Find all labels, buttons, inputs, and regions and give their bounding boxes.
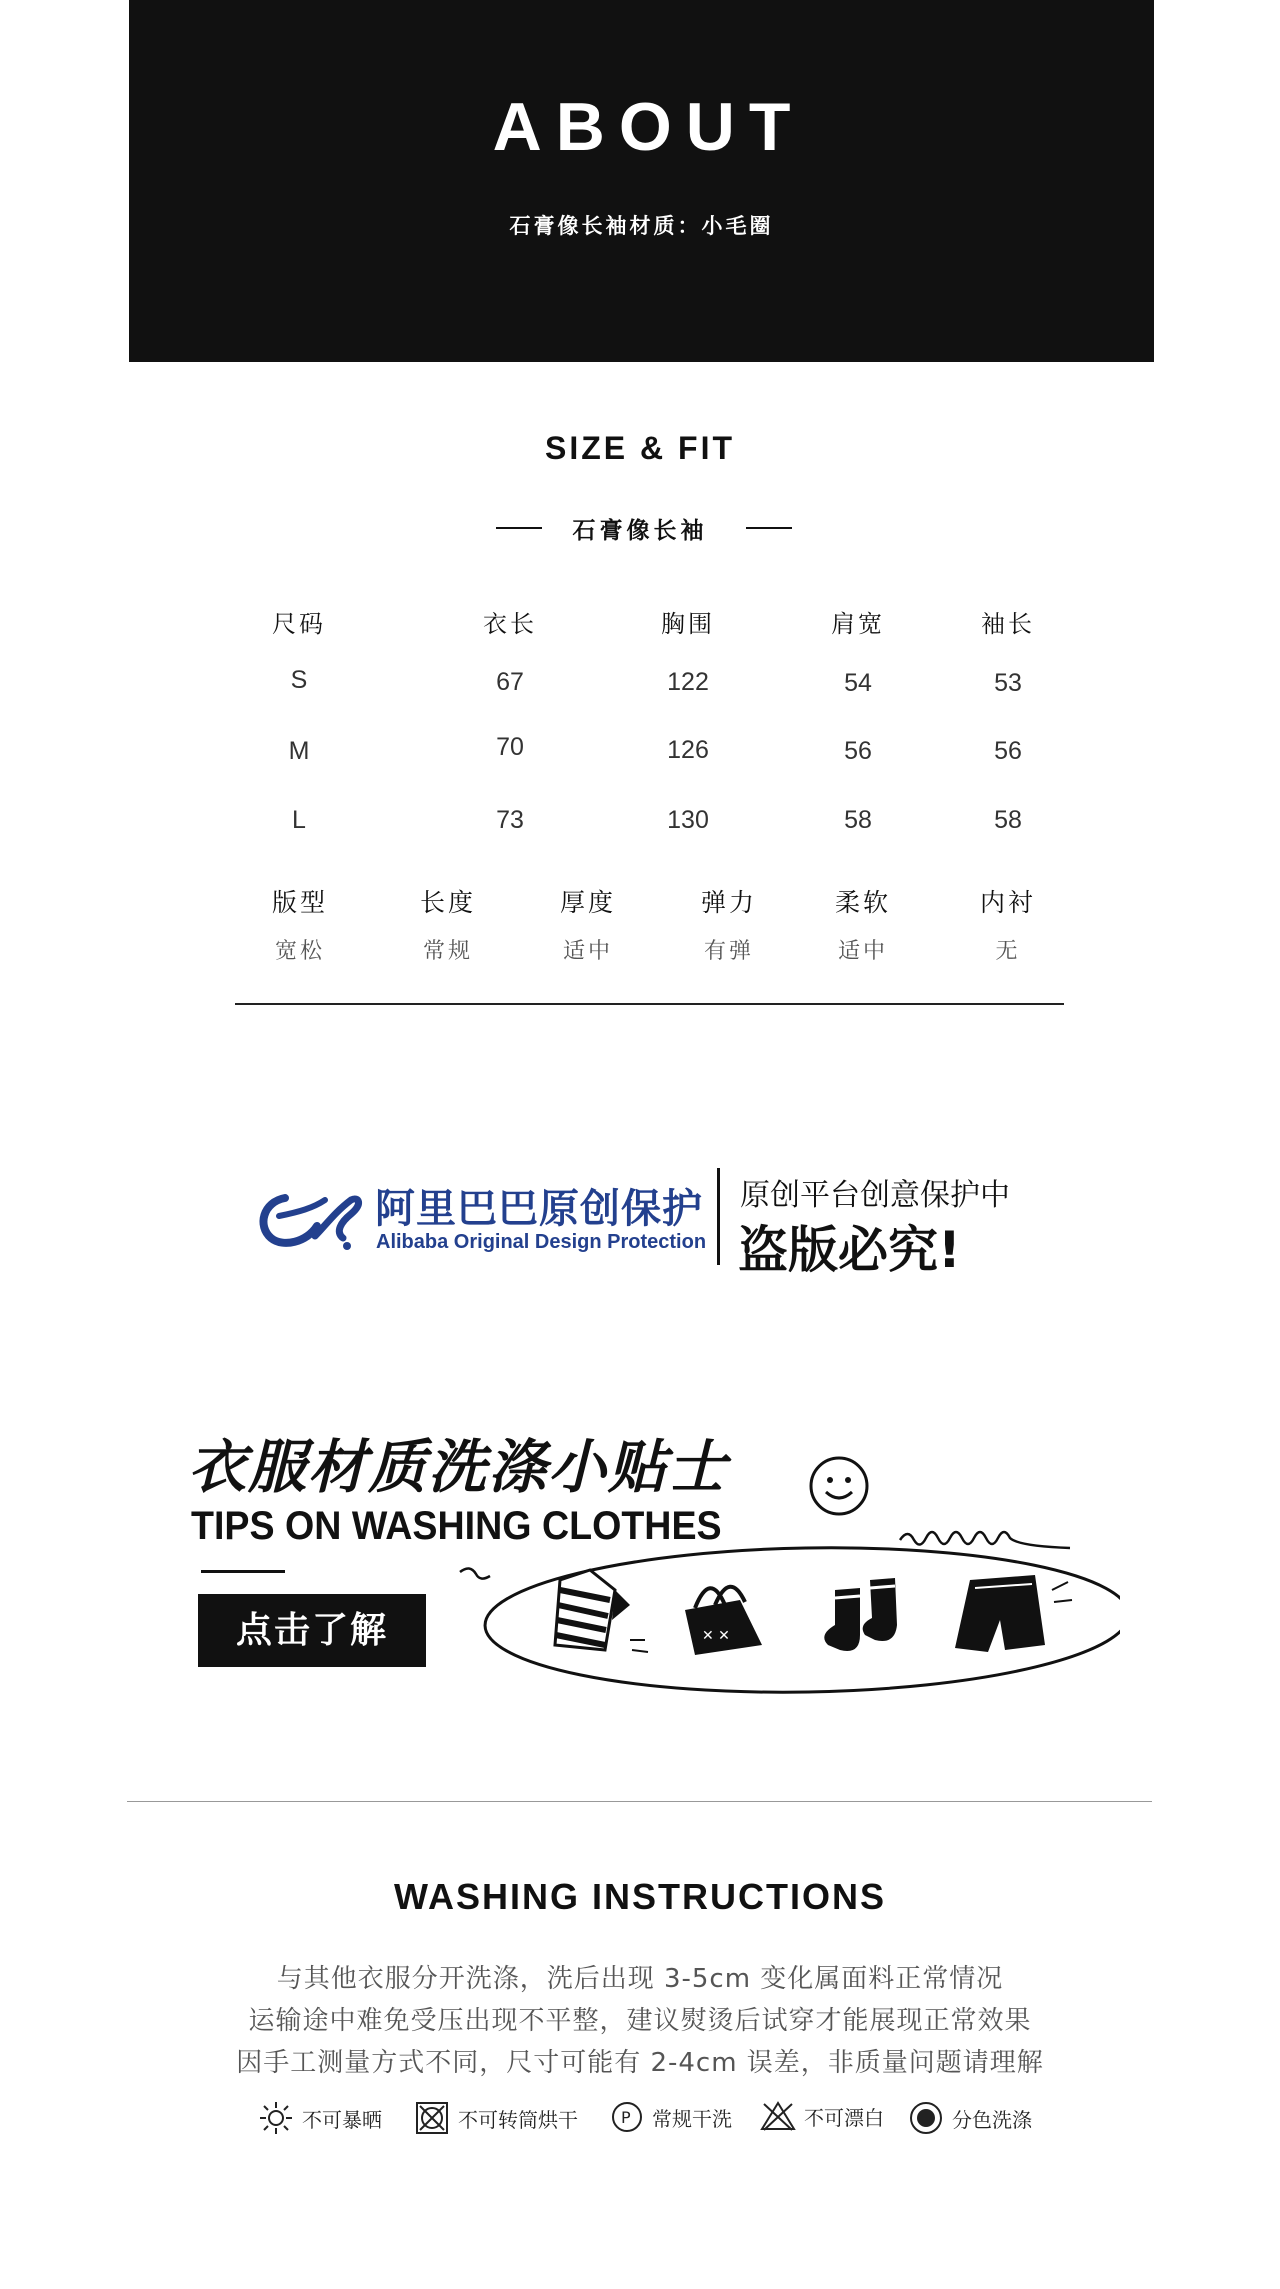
attr-value: 宽松 <box>274 939 325 964</box>
attr-label: 版型 <box>271 888 328 917</box>
chest-header: 胸围 <box>661 610 715 638</box>
table-cell: 56 <box>994 737 1022 765</box>
care-label: 不可漂白 <box>804 2105 884 2130</box>
table-cell: 70 <box>496 733 524 761</box>
sun-icon <box>258 2100 294 2136</box>
attr-label: 弹力 <box>700 888 757 917</box>
section-divider <box>235 1003 1064 1005</box>
table-cell: 53 <box>994 669 1022 697</box>
attr-value: 有弹 <box>703 939 754 964</box>
attr-value: 适中 <box>837 939 888 964</box>
washing-title: WASHING INSTRUCTIONS <box>393 1876 886 1917</box>
washing-note: 因手工测量方式不同，尺寸可能有 2-4cm 误差，非质量问题请理解 <box>236 2048 1044 2078</box>
attr-value: 无 <box>995 939 1021 964</box>
socks-icon <box>824 1578 897 1651</box>
table-cell: 67 <box>496 668 524 696</box>
clothes-illustration <box>440 1440 1120 1724</box>
table-cell: 54 <box>844 669 872 697</box>
table-cell: 122 <box>667 668 709 696</box>
table-cell: 130 <box>667 806 709 834</box>
alibaba-divider <box>717 1168 720 1265</box>
attr-label: 厚度 <box>559 888 616 917</box>
tumble-dry-icon <box>414 2100 450 2136</box>
size-fit-title: SIZE & FIT <box>545 430 735 466</box>
section-divider <box>127 1801 1152 1802</box>
sleeve-header: 袖长 <box>981 610 1035 638</box>
learn-more-button[interactable]: 点击了解 <box>198 1594 426 1667</box>
size-fit-subtitle: 石膏像长袖 <box>572 518 708 544</box>
attr-label: 长度 <box>419 888 476 917</box>
alibaba-name-cn: 阿里巴巴原创保护 <box>375 1186 703 1232</box>
tips-title-cn: 衣服材质洗涤小贴士 <box>188 1433 729 1501</box>
dry-clean-icon <box>610 2100 644 2134</box>
care-label: 不可转筒烘干 <box>458 2107 578 2132</box>
tips-title-en: TIPS ON WASHING CLOTHES <box>191 1504 722 1548</box>
shoulder-header: 肩宽 <box>831 610 885 638</box>
care-label: 常规干洗 <box>652 2106 732 2131</box>
subtitle-rule-right <box>746 527 792 529</box>
protection-notice-line1: 原创平台创意保护中 <box>740 1178 1010 1213</box>
alibaba-name-en: Alibaba Original Design Protection <box>376 1231 707 1253</box>
table-cell: L <box>292 806 306 834</box>
separate-wash-icon <box>908 2100 944 2136</box>
care-item <box>610 2100 732 2134</box>
alibaba-logo-icon <box>255 1186 365 1260</box>
about-title: ABOUT <box>492 89 805 165</box>
size-header: 尺码 <box>272 610 326 638</box>
smiley-icon <box>811 1458 867 1514</box>
care-item <box>258 2100 382 2136</box>
care-item <box>414 2100 578 2136</box>
attr-label: 内衬 <box>979 888 1036 917</box>
washing-note: 与其他衣服分开洗涤，洗后出现 3-5cm 变化属面料正常情况 <box>276 1964 1004 1994</box>
care-item <box>908 2100 1032 2136</box>
attr-value: 适中 <box>562 939 613 964</box>
about-subtitle: 石膏像长袖材质：小毛圈 <box>509 214 774 238</box>
no-bleach-icon <box>760 2100 796 2132</box>
care-label: 分色洗涤 <box>952 2107 1032 2132</box>
washing-note: 运输途中难免受压出现不平整，建议熨烫后试穿才能展现正常效果 <box>248 2006 1032 2036</box>
care-item <box>760 2100 884 2132</box>
table-cell: S <box>290 666 308 694</box>
shorts-icon <box>955 1575 1072 1652</box>
length-header: 衣长 <box>483 610 537 638</box>
protection-notice-line2: 盗版必究! <box>738 1221 961 1279</box>
tips-underline <box>201 1570 285 1573</box>
table-cell: 126 <box>667 736 709 764</box>
about-banner <box>129 0 1154 362</box>
table-cell: 73 <box>496 806 524 834</box>
svg-text:P: P <box>621 2108 631 2127</box>
sweater-icon <box>555 1570 648 1652</box>
table-cell: 58 <box>994 806 1022 834</box>
attr-value: 常规 <box>422 939 473 964</box>
svg-text:✕ ✕: ✕ ✕ <box>702 1628 730 1644</box>
table-cell: M <box>288 737 310 765</box>
table-cell: 58 <box>844 806 872 834</box>
bag-icon <box>685 1587 762 1655</box>
attr-label: 柔软 <box>834 888 891 917</box>
care-label: 不可暴晒 <box>302 2107 382 2132</box>
table-cell: 56 <box>844 737 872 765</box>
